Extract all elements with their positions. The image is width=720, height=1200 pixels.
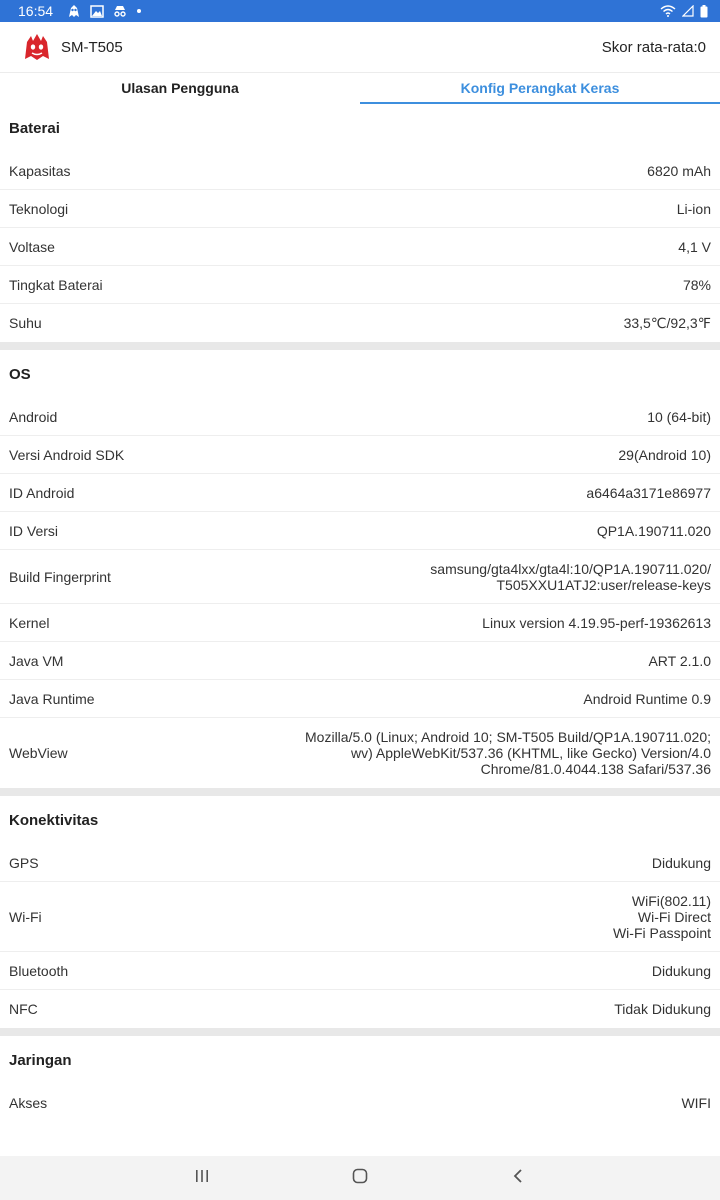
spec-value xyxy=(583,688,711,710)
spec-value xyxy=(624,312,711,334)
spec-row xyxy=(0,952,720,990)
spec-value-line: samsung/gta4lxx/gta4l:10/QP1A.190711.020/ xyxy=(430,560,711,577)
spec-value-line: 78% xyxy=(682,276,711,293)
incognito-icon xyxy=(113,4,127,18)
antutu-logo-icon xyxy=(22,32,52,62)
spec-value-line: Linux version 4.19.95-perf-19362613 xyxy=(482,614,711,631)
spec-label: Bluetooth xyxy=(9,962,69,979)
spec-label: Teknologi xyxy=(9,200,69,217)
spec-value-line: 33,5℃/92,3℉ xyxy=(623,315,711,331)
spec-row xyxy=(0,474,720,512)
section-os xyxy=(0,350,720,788)
spec-value xyxy=(482,612,711,634)
spec-label: Build Fingerprint xyxy=(9,568,111,585)
spec-value-line: Tidak Didukung xyxy=(614,1001,711,1017)
spec-value-line: Wi-Fi Direct xyxy=(637,908,711,925)
spec-value-line: 29(Android 10) xyxy=(618,446,711,463)
recents-button[interactable] xyxy=(123,1156,281,1200)
section-divider xyxy=(0,1028,720,1036)
spec-value xyxy=(613,890,711,944)
spec-row xyxy=(0,990,720,1028)
spec-value-line: Didukung xyxy=(651,854,711,871)
section-title: Baterai xyxy=(9,119,60,137)
spec-value-line: 10 (64-bit) xyxy=(647,408,711,425)
battery-icon xyxy=(700,5,708,18)
home-button[interactable] xyxy=(281,1156,439,1200)
spec-row xyxy=(0,1084,720,1122)
tab-user-reviews[interactable]: Ulasan Pengguna xyxy=(121,80,239,96)
spec-value-line: Didukung xyxy=(651,962,711,979)
spec-label: Versi Android SDK xyxy=(9,446,125,463)
spec-value xyxy=(652,960,711,982)
spec-value-line: ART 2.1.0 xyxy=(648,652,711,669)
spec-label: Wi-Fi xyxy=(9,908,42,925)
app-bar xyxy=(0,22,720,72)
signal-icon xyxy=(682,5,694,17)
section-baterai xyxy=(0,104,720,342)
spec-value-line: Wi-Fi Passpoint xyxy=(612,924,711,941)
spec-value-line: T505XXU1ATJ2:user/release-keys xyxy=(496,576,711,593)
spec-value xyxy=(647,406,711,428)
spec-row xyxy=(0,266,720,304)
spec-label: Kernel xyxy=(9,614,50,631)
spec-value-line: 6820 mAh xyxy=(647,162,711,179)
spec-label: Suhu xyxy=(9,315,42,331)
section-divider xyxy=(0,788,720,796)
spec-row xyxy=(0,398,720,436)
navigation-bar xyxy=(0,1156,720,1200)
spec-label: GPS xyxy=(9,854,39,871)
spec-label: Java VM xyxy=(9,652,64,669)
spec-label: Java Runtime xyxy=(9,690,95,707)
spec-row xyxy=(0,436,720,474)
spec-value xyxy=(681,1092,711,1114)
antutu-icon xyxy=(67,4,81,18)
spec-label: Kapasitas xyxy=(9,162,71,179)
back-button[interactable] xyxy=(439,1156,597,1200)
spec-row xyxy=(0,604,720,642)
spec-row xyxy=(0,882,720,952)
spec-value-line: WIFI xyxy=(681,1095,711,1111)
spec-value xyxy=(677,198,711,220)
tab-hardware-config[interactable]: Konfig Perangkat Keras xyxy=(360,73,720,104)
spec-label: WebView xyxy=(9,745,68,761)
spec-label: ID Android xyxy=(9,484,75,501)
spec-value-line: QP1A.190711.020 xyxy=(596,522,711,539)
spec-value xyxy=(305,726,711,780)
spec-value-line: WiFi(802.11) xyxy=(631,892,711,909)
spec-value xyxy=(683,274,711,296)
spec-row xyxy=(0,718,720,788)
recents-icon xyxy=(194,1169,210,1188)
spec-value-line: Chrome/81.0.4044.138 Safari/537.36 xyxy=(480,761,711,777)
device-name: SM-T505 xyxy=(61,38,123,56)
spec-value xyxy=(430,558,711,596)
spec-row xyxy=(0,844,720,882)
spec-value xyxy=(647,160,711,182)
section-jaringan xyxy=(0,1036,720,1122)
spec-label: ID Versi xyxy=(9,522,59,539)
section-title: Jaringan xyxy=(9,1051,72,1069)
spec-value xyxy=(586,482,711,504)
back-icon xyxy=(512,1168,524,1189)
spec-value xyxy=(618,444,711,466)
spec-row xyxy=(0,152,720,190)
section-title: Konektivitas xyxy=(9,811,99,829)
spec-value xyxy=(652,852,711,874)
spec-value-line: Mozilla/5.0 (Linux; Android 10; SM-T505 Build/QP1A.190711.020; xyxy=(305,729,711,745)
spec-value-line: Li-ion xyxy=(676,200,711,217)
dot-icon xyxy=(136,8,142,14)
spec-value-line: a6464a3171e86977 xyxy=(586,484,711,501)
section-divider xyxy=(0,342,720,350)
spec-row xyxy=(0,190,720,228)
spec-row xyxy=(0,680,720,718)
status-bar xyxy=(0,0,720,22)
section-konektivitas xyxy=(0,796,720,1028)
spec-value xyxy=(614,998,711,1020)
home-icon xyxy=(352,1168,368,1189)
spec-row xyxy=(0,304,720,342)
tab-bar xyxy=(0,72,720,104)
spec-row xyxy=(0,642,720,680)
spec-label: NFC xyxy=(9,1001,38,1017)
spec-row xyxy=(0,550,720,604)
image-icon xyxy=(90,5,104,18)
spec-label: Tingkat Baterai xyxy=(9,276,103,293)
status-time: 16:54 xyxy=(18,3,54,19)
spec-label: Voltase xyxy=(9,238,55,255)
spec-row xyxy=(0,228,720,266)
spec-label: Android xyxy=(9,408,58,425)
sections-container xyxy=(0,104,720,1122)
wifi-icon xyxy=(660,5,676,17)
section-title: OS xyxy=(9,365,31,383)
spec-value-line: wv) AppleWebKit/537.36 (KHTML, like Gecko) Version/4.0 xyxy=(350,745,711,761)
spec-value xyxy=(597,520,711,542)
spec-row xyxy=(0,512,720,550)
spec-value xyxy=(678,236,711,258)
spec-value-line: Android Runtime 0.9 xyxy=(583,690,711,707)
spec-value xyxy=(648,650,711,672)
spec-label: Akses xyxy=(9,1095,48,1111)
spec-value-line: 4,1 V xyxy=(678,238,711,255)
average-score: Skor rata-rata:0 xyxy=(601,38,706,56)
